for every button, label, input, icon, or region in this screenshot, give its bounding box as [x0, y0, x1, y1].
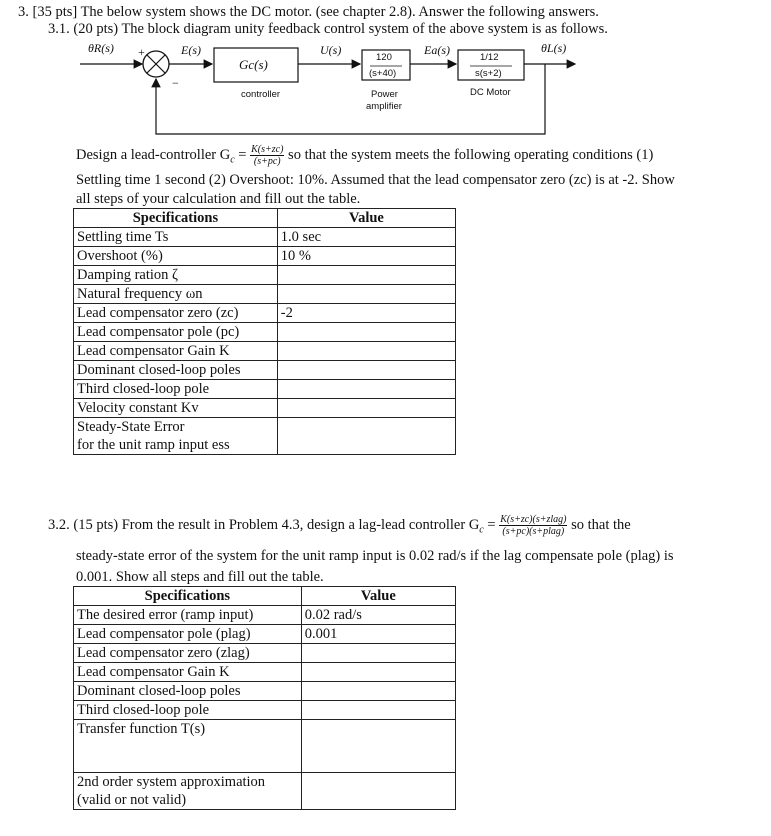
- table31-header-value: Value: [277, 209, 455, 228]
- table-row: Lead compensator pole (plag) 0.001: [74, 625, 456, 644]
- motor-caption: DC Motor: [470, 87, 511, 98]
- plus-sign: +: [138, 45, 145, 59]
- table-row: Lead compensator Gain K: [74, 663, 456, 682]
- table-row: Overshoot (%) 10 %: [74, 247, 456, 266]
- table32-header-value: Value: [301, 587, 455, 606]
- p31-line3: all steps of your calculation and fill out the table.: [76, 191, 361, 207]
- table-row: Lead compensator zero (zc) -2: [74, 304, 456, 323]
- table-row: Natural frequency ωn: [74, 285, 456, 304]
- table-row: Transfer function T(s): [74, 720, 456, 773]
- spec-table-32: [73, 586, 456, 810]
- gc-label: Gc(s): [239, 57, 268, 72]
- p32-line2: steady-state error of the system for the unit ramp input is 0.02 rad/s if the lag compensate pole (plag) is: [76, 548, 674, 564]
- amp-denominator: (s+40): [369, 68, 397, 79]
- p32-gc-fraction: $\frac{\text{K(s+zc)(s+zlag)}}{\text{(s+pc)(s+plag)}}$: [500, 514, 567, 537]
- motor-denominator: s(s+2): [475, 68, 502, 79]
- table-row: Third closed-loop pole: [74, 701, 456, 720]
- spec-table-31: [73, 208, 456, 455]
- ea-label: Ea(s): [424, 43, 450, 57]
- problem-header: 3. [35 pts] The below system shows the DC motor. (see chapter 2.8). Answer the following answers.: [18, 4, 599, 20]
- theta-l-label: θL(s): [541, 41, 567, 55]
- table-row: Lead compensator Gain K: [74, 342, 456, 361]
- p31-design-line: Design a lead-controller $G_c$ = $\frac{K(s+zc)}{(s+pc)}$ so that the system meets the following operating conditions (1): [76, 144, 654, 167]
- theta-r-label: θR(s): [88, 41, 114, 55]
- p31-gc-fraction: $\frac{K(s+zc)}{(s+pc)}$: [251, 144, 284, 167]
- table32-header-spec: Specifications: [74, 587, 302, 606]
- table-row: Lead compensator pole (pc): [74, 323, 456, 342]
- table-row: Damping ration ζ: [74, 266, 456, 285]
- p32-intro-line: 3.2. (15 pts) From the result in Problem 4.3, design a lag-lead controller $G_c$ = $\frac{\text{K(s+zc)(s+zlag)}}{\text{(s+pc)(s+plag)}}$ so that the: [48, 514, 631, 537]
- error-label: E(s): [181, 43, 201, 57]
- table31-header-spec: Specifications: [74, 209, 278, 228]
- p31-line2: Settling time 1 second (2) Overshoot: 10%. Assumed that the lead compensator zero (zc) is at -2. Show: [76, 172, 675, 188]
- table-row: Dominant closed-loop poles: [74, 682, 456, 701]
- table-row: Lead compensator zero (zlag): [74, 644, 456, 663]
- table-row: 2nd order system approximation (valid or not valid): [74, 773, 456, 810]
- table-row: Dominant closed-loop poles: [74, 361, 456, 380]
- minus-sign: −: [172, 76, 179, 90]
- power-caption-2: amplifier: [366, 101, 402, 112]
- table-row: Steady-State Error for the unit ramp input ess: [74, 418, 456, 455]
- table-row: The desired error (ramp input) 0.02 rad/s: [74, 606, 456, 625]
- table-row: Third closed-loop pole: [74, 380, 456, 399]
- controller-caption: controller: [241, 89, 281, 100]
- u-label: U(s): [320, 43, 342, 57]
- problem-31-intro: 3.1. (20 pts) The block diagram unity feedback control system of the above system is as follows.: [48, 21, 608, 37]
- amp-numerator: 120: [376, 52, 392, 63]
- table-row: Velocity constant Kv: [74, 399, 456, 418]
- table-row: Settling time Ts 1.0 sec: [74, 228, 456, 247]
- p32-line3: 0.001. Show all steps and fill out the table.: [76, 569, 324, 585]
- motor-numerator: 1/12: [480, 52, 499, 63]
- power-caption-1: Power: [371, 89, 398, 100]
